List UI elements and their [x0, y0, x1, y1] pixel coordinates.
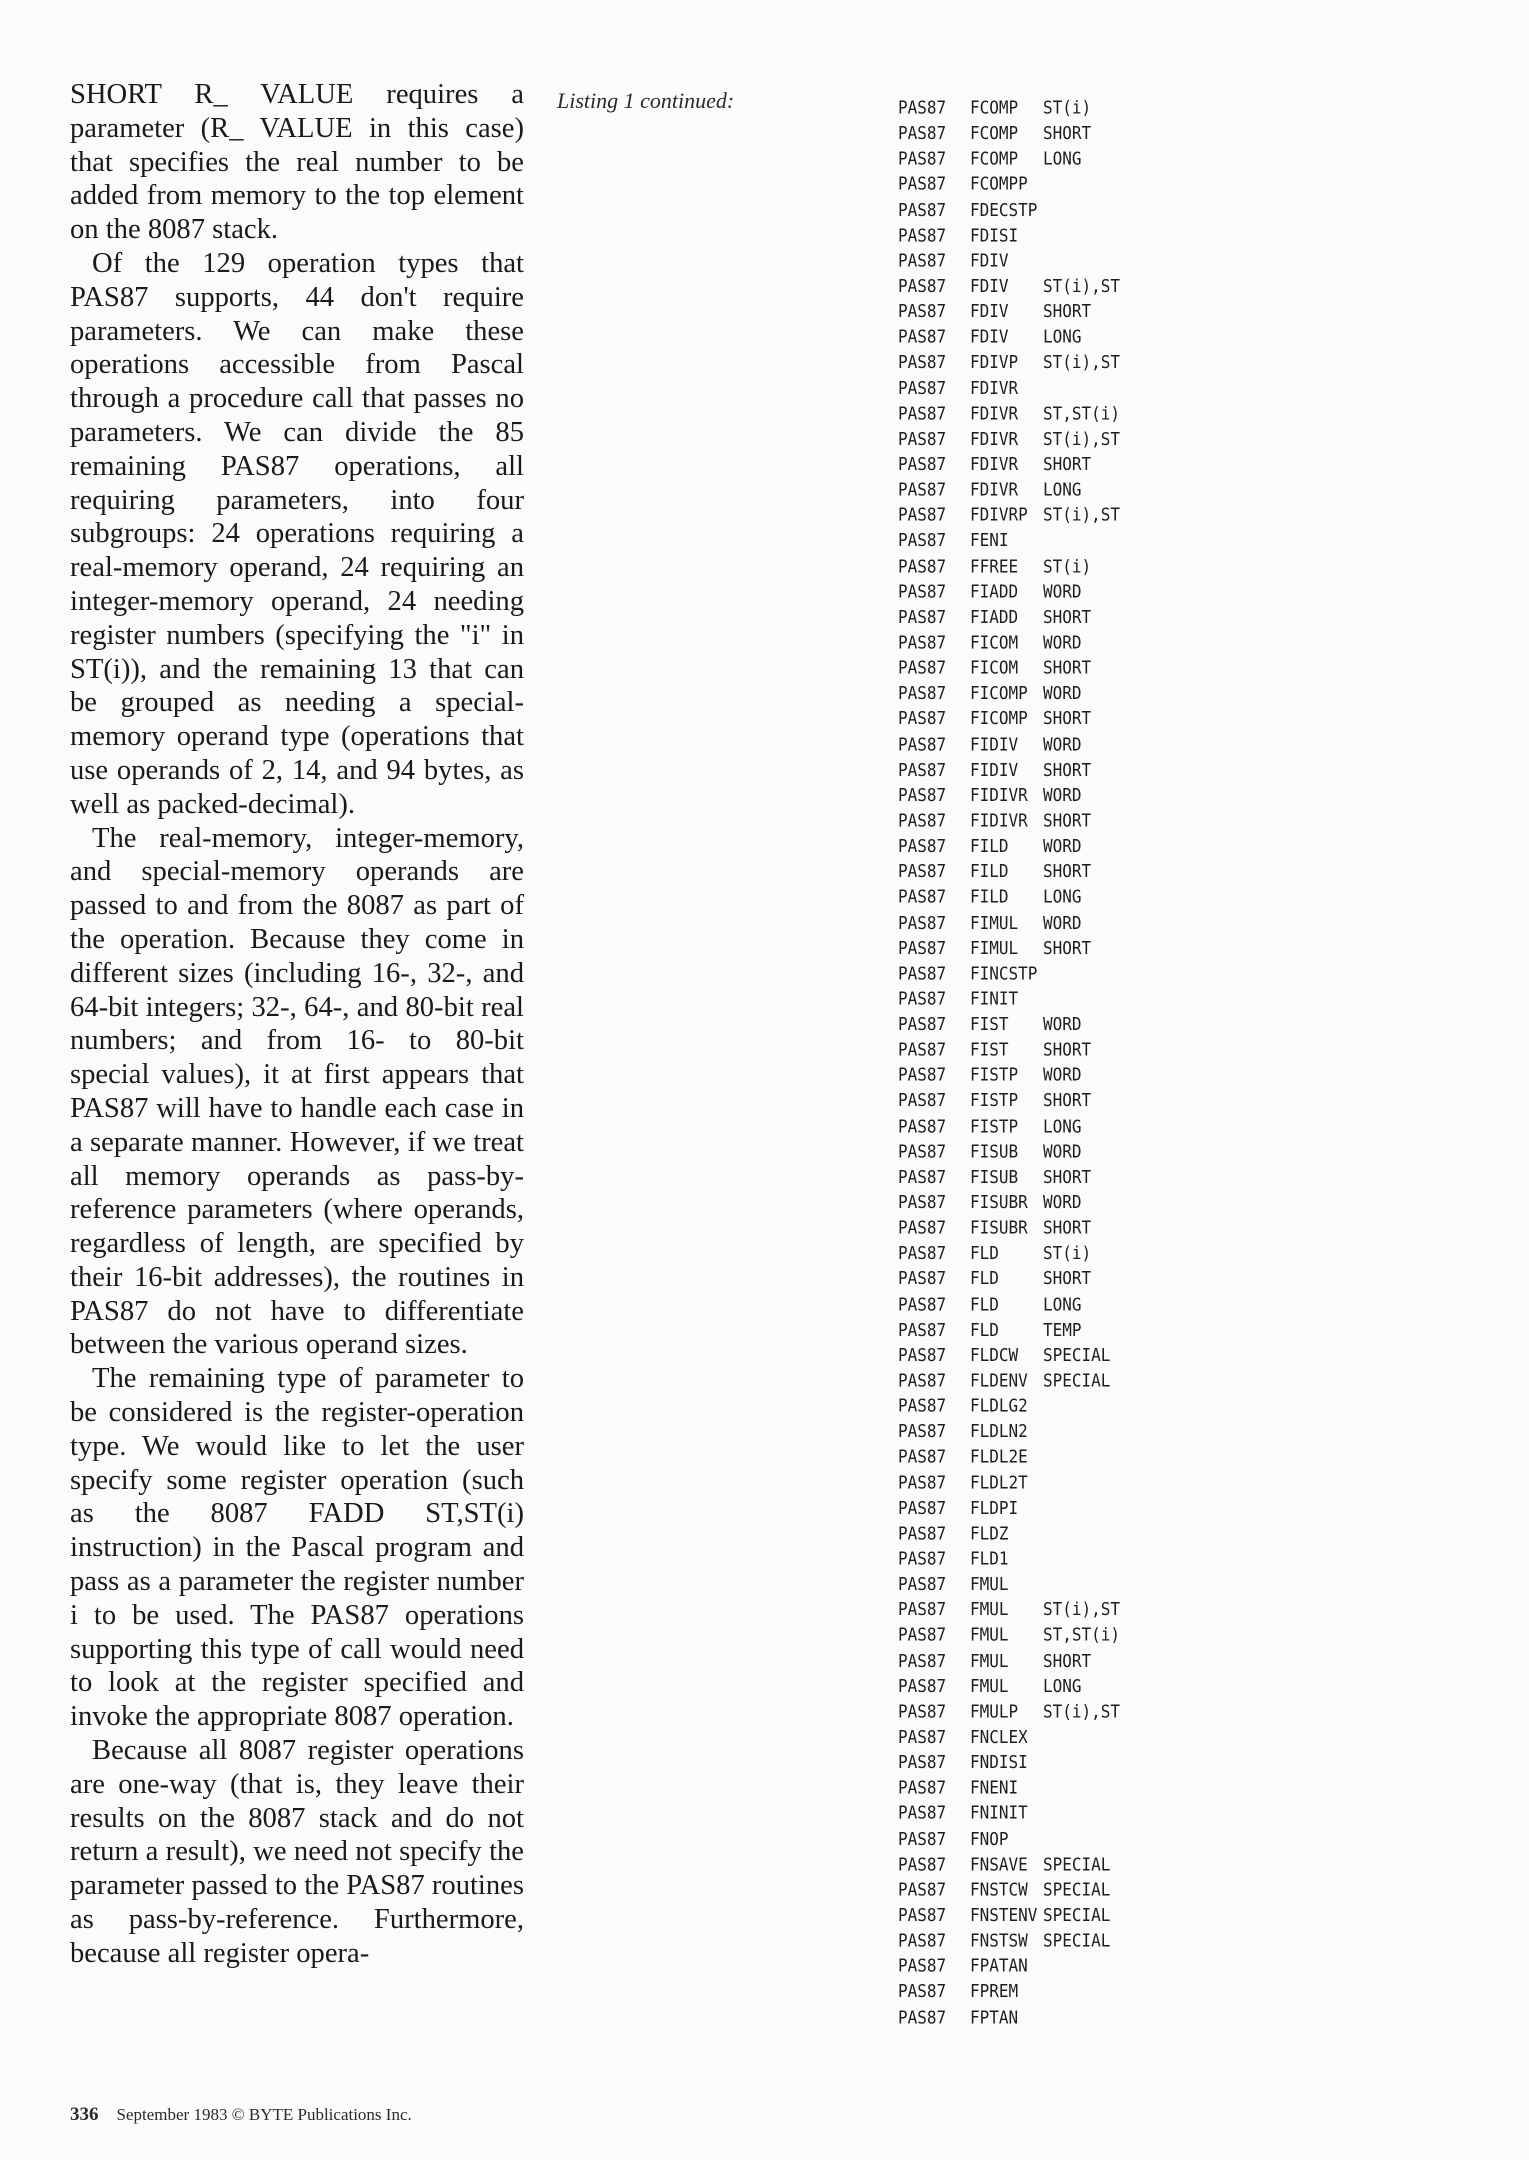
- listing-opcode: FIDIV: [970, 733, 1019, 755]
- listing-module: PAS87: [898, 911, 947, 933]
- listing-row: [898, 1495, 1133, 1520]
- listing-row: [898, 1928, 1133, 1953]
- paragraph: Because all 8087 register operations are one-way (that is, they leave their results on the 8087 stack and do not return a result), we need not specify the parameter passed to the PAS87 routines as pass-by-reference. Furthermore, because all register opera-: [70, 1735, 524, 1969]
- listing-operand: WORD: [1043, 733, 1082, 755]
- listing-opcode: FDIVR: [970, 402, 1019, 424]
- listing-opcode: FDIVR: [970, 453, 1019, 475]
- listing-opcode: FLDZ: [970, 1522, 1009, 1544]
- listing-module: PAS87: [898, 1344, 947, 1366]
- listing-opcode: FMUL: [970, 1573, 1009, 1595]
- listing-row: [898, 680, 1133, 705]
- listing-row: [898, 1062, 1133, 1087]
- listing-row: [898, 1750, 1133, 1775]
- listing-module: PAS87: [898, 504, 947, 526]
- listing-module: PAS87: [898, 1955, 947, 1977]
- listing-opcode: FFREE: [970, 555, 1019, 577]
- listing-operand: LONG: [1043, 326, 1082, 348]
- listing-opcode: FPATAN: [970, 1955, 1028, 1977]
- listing-module: PAS87: [898, 657, 947, 679]
- listing-operand: SPECIAL: [1043, 1879, 1111, 1900]
- listing-opcode: FISTP: [970, 1089, 1019, 1111]
- listing-row: [898, 1800, 1133, 1825]
- listing-module: PAS87: [898, 1089, 947, 1111]
- listing-module: PAS87: [898, 377, 947, 399]
- article-body: [70, 78, 524, 1971]
- listing-row: [898, 528, 1133, 553]
- listing-opcode: FICOM: [970, 631, 1019, 653]
- listing-opcode: FICOM: [970, 657, 1019, 679]
- listing-module: PAS87: [898, 631, 947, 653]
- listing-row: [898, 1139, 1133, 1164]
- page-footer: [70, 2104, 412, 2126]
- listing-opcode: FNSAVE: [970, 1853, 1028, 1875]
- listing-operand: SPECIAL: [1043, 1369, 1111, 1391]
- listing-module: PAS87: [898, 962, 947, 984]
- listing-operand: ST(i),ST: [1043, 428, 1121, 450]
- listing-opcode: FLDPI: [970, 1497, 1019, 1519]
- listing-operand: WORD: [1043, 1013, 1082, 1035]
- listing-module: PAS87: [898, 835, 947, 857]
- listing-opcode: FLD: [970, 1268, 999, 1290]
- listing-operand: SHORT: [1043, 937, 1092, 959]
- listing-opcode: FISUB: [970, 1140, 1019, 1162]
- listing-opcode: FLDL2E: [970, 1446, 1028, 1468]
- listing-module: PAS87: [898, 1471, 947, 1493]
- listing-operand: SPECIAL: [1043, 1929, 1111, 1951]
- listing-row: [898, 1037, 1133, 1062]
- listing-operand: WORD: [1043, 580, 1082, 602]
- listing-opcode: FICOMP: [970, 682, 1028, 704]
- listing-operand: SHORT: [1043, 759, 1092, 780]
- listing-module: PAS87: [898, 1573, 947, 1595]
- listing-module: PAS87: [898, 580, 947, 602]
- listing-row: [898, 1902, 1133, 1927]
- paragraph: SHORT R_ VALUE requires a parameter (R_ VALUE in this case) that specifies the real number to be added from memory to the top element on the 8087 stack.: [70, 79, 524, 246]
- listing-module: PAS87: [898, 529, 947, 551]
- listing-operand: WORD: [1043, 835, 1082, 857]
- footer-text: September 1983 © BYTE Publications Inc.: [116, 2105, 412, 2124]
- listing-module: PAS87: [898, 1751, 947, 1773]
- listing-opcode: FDECSTP: [970, 199, 1038, 220]
- listing-operand: ST(i): [1043, 1242, 1092, 1264]
- listing-opcode: FCOMP: [970, 148, 1019, 170]
- listing-module: PAS87: [898, 1828, 947, 1850]
- listing-module: PAS87: [898, 1548, 947, 1570]
- listing-module: PAS87: [898, 682, 947, 704]
- listing-module: PAS87: [898, 173, 947, 195]
- listing-operand: SHORT: [1043, 708, 1092, 730]
- listing-module: PAS87: [898, 97, 947, 119]
- paragraph: Of the 129 operation types that PAS87 supports, 44 don't require parameters. We can make these operations accessible from Pascal through a procedure call that passes no parameters. We can divide the 85 remaining PAS87 operations, all requiring parameters, into four subgroups: 24 operations requiring a real-memory operand, 24 requiring an integer-memory operand, 24 needing register numbers (specifying the "i" in ST(i)), and the remaining 13 that can be grouped as needing a special-memory operand type (operations that use operands of 2, 14, and 94 bytes, as well as packed-decimal).: [70, 247, 524, 820]
- listing-row: [898, 782, 1133, 807]
- listing-operand: ST(i): [1043, 97, 1092, 119]
- listing-row: [898, 1164, 1133, 1189]
- listing-module: PAS87: [898, 275, 947, 297]
- listing-opcode: FMUL: [970, 1599, 1009, 1620]
- listing-row: [898, 95, 1133, 120]
- listing-row: [898, 171, 1133, 196]
- listing-row: [898, 502, 1133, 527]
- paragraph: The remaining type of parameter to be considered is the register-operation type. We would like to let the user specify some register operation (such as the 8087 FADD ST,ST(i) instruction) in the Pascal program and pass as a parameter the register number i to be used. The PAS87 operations supporting this type of call would need to look at the register specified and invoke the appropriate 8087 operation.: [70, 1363, 524, 1733]
- listing-row: [898, 1011, 1133, 1036]
- listing-opcode: FPTAN: [970, 2006, 1019, 2028]
- listing-module: PAS87: [898, 1700, 947, 1722]
- listing-row: [898, 1190, 1133, 1215]
- listing-row: [898, 1470, 1133, 1495]
- listing-operand: WORD: [1043, 1064, 1082, 1086]
- listing-opcode: FMUL: [970, 1675, 1009, 1697]
- listing-row: [898, 146, 1133, 171]
- listing-opcode: FISUBR: [970, 1191, 1028, 1213]
- listing-opcode: FCOMP: [970, 97, 1019, 119]
- listing-opcode: FDIV: [970, 249, 1009, 271]
- listing-opcode: FIMUL: [970, 911, 1019, 933]
- listing-opcode: FDIVRP: [970, 504, 1028, 526]
- listing-module: PAS87: [898, 708, 947, 730]
- listing-module: PAS87: [898, 1879, 947, 1900]
- listing-opcode: FINCSTP: [970, 962, 1038, 984]
- listing-module: PAS87: [898, 1624, 947, 1646]
- listing-row: [898, 2004, 1133, 2029]
- listing-module: PAS87: [898, 122, 947, 144]
- listing-row: [898, 1368, 1133, 1393]
- listing-operand: ST(i),ST: [1043, 1700, 1121, 1722]
- listing-row: [898, 1520, 1133, 1545]
- listing-row: [898, 273, 1133, 298]
- listing-opcode: FIMUL: [970, 937, 1019, 959]
- listing-row: [898, 884, 1133, 909]
- listing-operand: SHORT: [1043, 860, 1092, 882]
- listing-opcode: FDIVR: [970, 479, 1019, 500]
- listing-opcode: FISTP: [970, 1064, 1019, 1086]
- listing-module: PAS87: [898, 249, 947, 271]
- listing-opcode: FMUL: [970, 1649, 1009, 1671]
- listing-row: [898, 1113, 1133, 1138]
- listing-opcode: FLDLG2: [970, 1395, 1028, 1417]
- listing-opcode: FISUB: [970, 1166, 1019, 1188]
- listing-module: PAS87: [898, 428, 947, 450]
- listing-opcode: FNINIT: [970, 1802, 1028, 1824]
- listing-operand: SHORT: [1043, 1649, 1092, 1671]
- listing-opcode: FILD: [970, 886, 1009, 908]
- listing-row: [898, 986, 1133, 1011]
- listing-module: PAS87: [898, 1980, 947, 2002]
- listing-row: [898, 375, 1133, 400]
- listing-opcode: FDIVR: [970, 377, 1019, 399]
- listing-module: PAS87: [898, 1039, 947, 1060]
- listing-opcode: FISTP: [970, 1115, 1019, 1137]
- listing-operand: WORD: [1043, 631, 1082, 653]
- listing-module: PAS87: [898, 860, 947, 882]
- listing-opcode: FMULP: [970, 1700, 1019, 1722]
- listing-opcode: FCOMP: [970, 122, 1019, 144]
- listing-module: PAS87: [898, 1726, 947, 1748]
- listing-module: PAS87: [898, 1395, 947, 1417]
- paragraph: The real-memory, integer-memory, and special-memory operands are passed to and from the 8087 as part of the operation. Because they come in different sizes (including 16-, 32-, and 64-bit integers; 32-, 64-, and 80-bit real numbers; and from 16- to 80-bit special values), it at first appears that PAS87 will have to handle each case in a separate manner. However, if we treat all memory operands as pass-by-reference parameters (where operands, regardless of length, are specified by their 16-bit addresses), the routines in PAS87 do not have to differentiate between the various operand sizes.: [70, 822, 524, 1361]
- listing-opcode: FDIV: [970, 275, 1009, 297]
- listing-operand: SHORT: [1043, 657, 1092, 679]
- listing-operand: LONG: [1043, 479, 1082, 500]
- listing-module: PAS87: [898, 809, 947, 831]
- listing-operand: LONG: [1043, 148, 1082, 170]
- listing-opcode: FMUL: [970, 1624, 1009, 1646]
- listing-operand: SHORT: [1043, 606, 1092, 628]
- listing-opcode: FENI: [970, 529, 1009, 551]
- listing-opcode: FCOMPP: [970, 173, 1028, 195]
- listing-opcode: FIADD: [970, 606, 1019, 628]
- listing-row: [898, 248, 1133, 273]
- listing-row: [898, 757, 1133, 782]
- listing-row: [898, 859, 1133, 884]
- listing-row: [898, 553, 1133, 578]
- listing-row: [898, 1979, 1133, 2004]
- listing-opcode: FPREM: [970, 1980, 1019, 2002]
- listing-operand: SHORT: [1043, 1089, 1092, 1111]
- listing-row: [898, 1266, 1133, 1291]
- listing-module: PAS87: [898, 1191, 947, 1213]
- listing-operand: SHORT: [1043, 1039, 1092, 1060]
- listing-opcode: FILD: [970, 835, 1009, 857]
- listing-row: [898, 350, 1133, 375]
- listing-row: [898, 222, 1133, 247]
- listing-module: PAS87: [898, 1904, 947, 1926]
- listing-operand: LONG: [1043, 886, 1082, 908]
- listing-operand: ST(i),ST: [1043, 504, 1121, 526]
- listing-operand: SHORT: [1043, 809, 1092, 831]
- listing-module: PAS87: [898, 1242, 947, 1264]
- listing-row: [898, 1597, 1133, 1622]
- listing-opcode: FDIV: [970, 326, 1009, 348]
- listing-row: [898, 1215, 1133, 1240]
- listing-module: PAS87: [898, 1777, 947, 1799]
- listing-module: PAS87: [898, 1929, 947, 1951]
- listing-module: PAS87: [898, 1268, 947, 1290]
- listing-opcode: FNOP: [970, 1828, 1009, 1850]
- listing-module: PAS87: [898, 224, 947, 246]
- listing-row: [898, 451, 1133, 476]
- listing-module: PAS87: [898, 1497, 947, 1519]
- listing-operand: ST,ST(i): [1043, 402, 1121, 424]
- listing-opcode: FIADD: [970, 580, 1019, 602]
- listing-operand: ST(i): [1043, 555, 1092, 577]
- listing-module: PAS87: [898, 1064, 947, 1086]
- listing-row: [898, 426, 1133, 451]
- listing-module: PAS87: [898, 886, 947, 908]
- listing-module: PAS87: [898, 606, 947, 628]
- listing-operand: ST(i),ST: [1043, 275, 1121, 297]
- listing-module: PAS87: [898, 988, 947, 1010]
- listing-opcode: FICOMP: [970, 708, 1028, 730]
- listing-opcode: FNSTENV: [970, 1904, 1038, 1926]
- listing-operand: WORD: [1043, 682, 1082, 704]
- listing-caption: Listing 1 continued:: [557, 88, 735, 113]
- listing-operand: ST(i),ST: [1043, 1599, 1121, 1620]
- listing-row: [898, 731, 1133, 756]
- listing-row: [898, 1342, 1133, 1367]
- listing-operand: WORD: [1043, 911, 1082, 933]
- listing-row: [898, 1648, 1133, 1673]
- listing-opcode: FLDLN2: [970, 1420, 1028, 1442]
- listing-row: [898, 1673, 1133, 1698]
- listing-operand: SPECIAL: [1043, 1904, 1111, 1926]
- listing-opcode: FLD: [970, 1242, 999, 1264]
- listing-opcode: FNCLEX: [970, 1726, 1028, 1748]
- listing-opcode: FNDISI: [970, 1751, 1028, 1773]
- listing-row: [898, 1622, 1133, 1647]
- listing-operand: SHORT: [1043, 300, 1092, 322]
- listing-row: [898, 1877, 1133, 1902]
- listing-row: [898, 1240, 1133, 1265]
- listing-opcode: FNENI: [970, 1777, 1019, 1799]
- listing-module: PAS87: [898, 1013, 947, 1035]
- listing-module: PAS87: [898, 351, 947, 373]
- listing-operand: ST,ST(i): [1043, 1624, 1121, 1646]
- listing-row: [898, 579, 1133, 604]
- listing-module: PAS87: [898, 1802, 947, 1824]
- listing-opcode: FDIV: [970, 300, 1009, 322]
- listing-row: [898, 1775, 1133, 1800]
- listing-opcode: FDIVP: [970, 351, 1019, 373]
- listing-module: PAS87: [898, 326, 947, 348]
- listing-module: PAS87: [898, 300, 947, 322]
- listing-operand: WORD: [1043, 1191, 1082, 1213]
- listing-opcode: FLD: [970, 1293, 999, 1315]
- listing-opcode: FIDIV: [970, 759, 1019, 780]
- listing-row: [898, 960, 1133, 985]
- listing-operand: SPECIAL: [1043, 1853, 1111, 1875]
- listing-operand: SHORT: [1043, 453, 1092, 475]
- listing-row: [898, 630, 1133, 655]
- listing-module: PAS87: [898, 1293, 947, 1315]
- listing-module: PAS87: [898, 784, 947, 806]
- listing-row: [898, 120, 1133, 145]
- listing-operand: LONG: [1043, 1115, 1082, 1137]
- listing-operand: LONG: [1043, 1293, 1082, 1315]
- listing-module: PAS87: [898, 1319, 947, 1340]
- listing-opcode: FDISI: [970, 224, 1019, 246]
- listing-row: [898, 1699, 1133, 1724]
- listing-module: PAS87: [898, 1853, 947, 1875]
- listing-row: [898, 1291, 1133, 1316]
- listing-row: [898, 655, 1133, 680]
- listing-opcode: FLD: [970, 1319, 999, 1340]
- listing-module: PAS87: [898, 733, 947, 755]
- listing-row: [898, 1571, 1133, 1596]
- listing-opcode: FLDL2T: [970, 1471, 1028, 1493]
- listing-module: PAS87: [898, 1420, 947, 1442]
- listing-row: [898, 1088, 1133, 1113]
- listing-row: [898, 1851, 1133, 1876]
- listing-module: PAS87: [898, 1166, 947, 1188]
- listing-module: PAS87: [898, 402, 947, 424]
- listing-opcode: FNSTCW: [970, 1879, 1028, 1900]
- listing-operand: SHORT: [1043, 1268, 1092, 1290]
- listing-module: PAS87: [898, 1217, 947, 1239]
- listing-opcode: FIDIVR: [970, 809, 1028, 831]
- listing-module: PAS87: [898, 1140, 947, 1162]
- listing-opcode: FIST: [970, 1013, 1009, 1035]
- listing-row: [898, 1724, 1133, 1749]
- listing-module: PAS87: [898, 199, 947, 220]
- listing-opcode: FLD1: [970, 1548, 1009, 1570]
- listing-module: PAS87: [898, 1522, 947, 1544]
- listing-opcode: FILD: [970, 860, 1009, 882]
- listing-row: [898, 1953, 1133, 1978]
- listing-row: [898, 477, 1133, 502]
- listing-opcode: FNSTSW: [970, 1929, 1028, 1951]
- listing-row: [898, 1317, 1133, 1342]
- listing-row: [898, 910, 1133, 935]
- listing-row: [898, 197, 1133, 222]
- listing-row: [898, 1546, 1133, 1571]
- listing-row: [898, 1393, 1133, 1418]
- listing-opcode: FDIVR: [970, 428, 1019, 450]
- listing-row: [898, 1444, 1133, 1469]
- code-listing: [898, 95, 1133, 2030]
- listing-module: PAS87: [898, 759, 947, 780]
- listing-operand: SHORT: [1043, 122, 1092, 144]
- listing-opcode: FIST: [970, 1039, 1009, 1060]
- listing-operand: WORD: [1043, 1140, 1082, 1162]
- listing-module: PAS87: [898, 1649, 947, 1671]
- listing-module: PAS87: [898, 453, 947, 475]
- listing-row: [898, 299, 1133, 324]
- listing-operand: ST(i),ST: [1043, 351, 1121, 373]
- listing-row: [898, 604, 1133, 629]
- listing-module: PAS87: [898, 2006, 947, 2028]
- listing-module: PAS87: [898, 555, 947, 577]
- listing-opcode: FLDENV: [970, 1369, 1028, 1391]
- listing-module: PAS87: [898, 148, 947, 170]
- listing-module: PAS87: [898, 1599, 947, 1620]
- listing-row: [898, 400, 1133, 425]
- listing-opcode: FLDCW: [970, 1344, 1019, 1366]
- listing-operand: TEMP: [1043, 1319, 1082, 1340]
- listing-module: PAS87: [898, 1446, 947, 1468]
- listing-operand: SPECIAL: [1043, 1344, 1111, 1366]
- listing-module: PAS87: [898, 1115, 947, 1137]
- listing-opcode: FISUBR: [970, 1217, 1028, 1239]
- listing-module: PAS87: [898, 479, 947, 500]
- listing-operand: SHORT: [1043, 1166, 1092, 1188]
- listing-module: PAS87: [898, 1369, 947, 1391]
- listing-operand: SHORT: [1043, 1217, 1092, 1239]
- listing-operand: WORD: [1043, 784, 1082, 806]
- listing-row: [898, 808, 1133, 833]
- listing-opcode: FINIT: [970, 988, 1019, 1010]
- listing-module: PAS87: [898, 1675, 947, 1697]
- page-number: 336: [70, 2104, 99, 2125]
- listing-module: PAS87: [898, 937, 947, 959]
- listing-row: [898, 833, 1133, 858]
- listing-row: [898, 706, 1133, 731]
- listing-operand: LONG: [1043, 1675, 1082, 1697]
- listing-row: [898, 1826, 1133, 1851]
- listing-opcode: FIDIVR: [970, 784, 1028, 806]
- listing-row: [898, 324, 1133, 349]
- listing-row: [898, 1419, 1133, 1444]
- listing-row: [898, 935, 1133, 960]
